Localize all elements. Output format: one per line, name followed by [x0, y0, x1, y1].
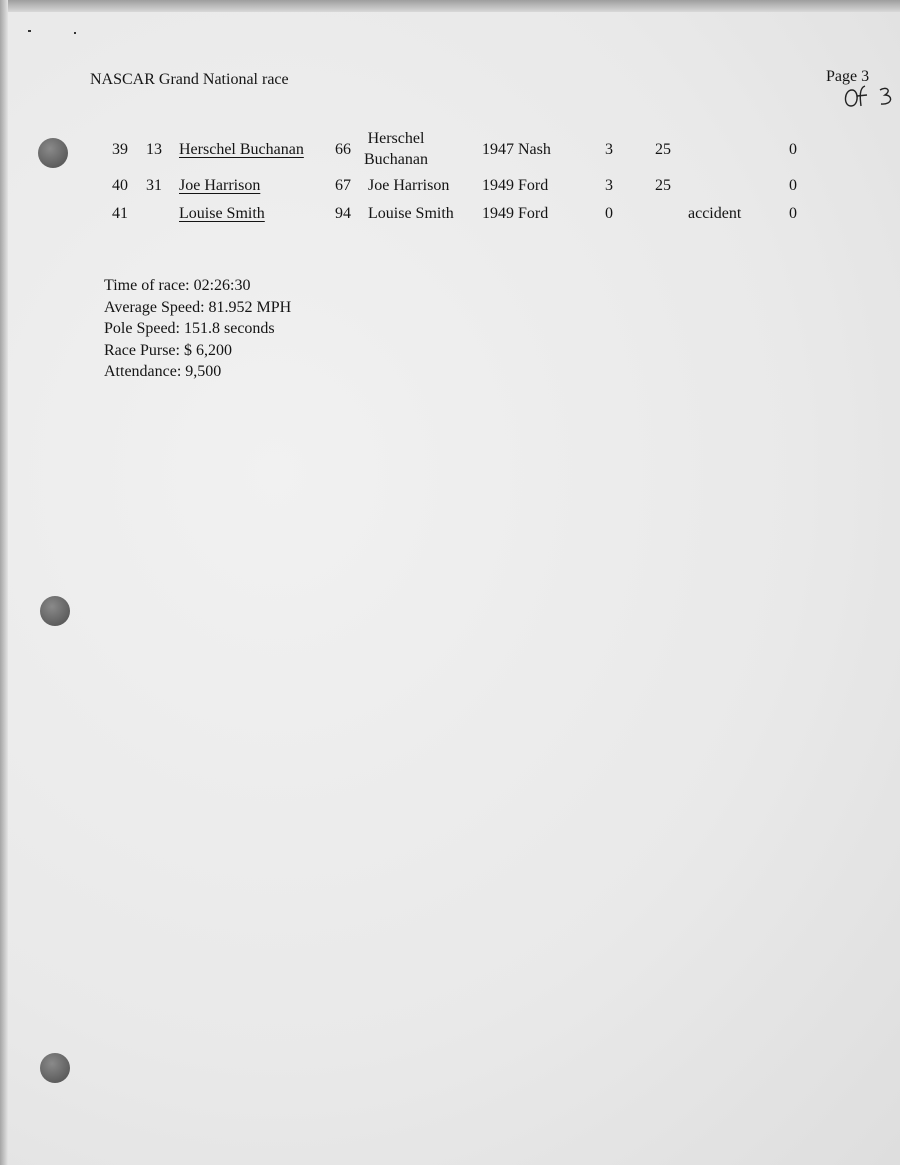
driver-name-link[interactable]: Louise Smith — [179, 205, 265, 222]
car-number: 67 — [335, 177, 351, 194]
scan-edge-top — [0, 0, 900, 12]
time-of-race: Time of race: 02:26:30 — [104, 277, 251, 294]
points: 0 — [789, 141, 797, 158]
race-status: accident — [688, 205, 742, 222]
car-owner: Joe Harrison — [368, 177, 450, 194]
attendance: Attendance: 9,500 — [104, 363, 222, 380]
punch-hole-middle — [40, 596, 70, 626]
handwritten-of-3 — [838, 76, 898, 112]
average-speed: Average Speed: 81.952 MPH — [104, 298, 292, 316]
car-owner: Louise Smith — [368, 205, 454, 222]
points: 0 — [789, 205, 797, 222]
table-row — [0, 177, 900, 207]
points: 0 — [789, 177, 797, 194]
page-number: Page 3 — [826, 68, 870, 85]
car-make: 1949 Ford — [482, 205, 549, 222]
finish-position: 40 — [112, 177, 128, 194]
race-summary — [104, 275, 291, 383]
punch-hole-bottom — [40, 1053, 70, 1083]
laps-completed: 3 — [605, 177, 613, 194]
start-position: 13 — [146, 141, 162, 158]
prize-money: 25 — [655, 177, 671, 194]
prize-money: 25 — [655, 141, 671, 158]
scan-edge-left — [0, 0, 8, 1165]
document-title: NASCAR Grand National race — [90, 71, 289, 88]
pole-speed: Pole Speed: 151.8 seconds — [104, 320, 275, 337]
race-purse: Race Purse: $ 6,200 — [104, 341, 232, 359]
laps-completed: 3 — [605, 141, 613, 158]
scan-speck — [74, 32, 76, 34]
car-owner — [364, 128, 428, 170]
car-owner-line1: Herschel — [367, 130, 425, 147]
car-make: 1949 Ford — [482, 177, 549, 194]
car-owner-line2: Buchanan — [364, 151, 428, 168]
car-make: 1947 Nash — [482, 141, 551, 158]
driver-name-link[interactable]: Joe Harrison — [179, 177, 261, 194]
car-number: 66 — [335, 141, 351, 158]
car-number: 94 — [335, 205, 351, 222]
laps-completed: 0 — [605, 205, 613, 222]
table-row — [0, 205, 900, 235]
scan-speck — [28, 30, 31, 32]
finish-position: 39 — [112, 141, 128, 158]
driver-name-link[interactable]: Herschel Buchanan — [179, 141, 304, 158]
table-row — [0, 128, 900, 168]
finish-position: 41 — [112, 205, 128, 222]
start-position: 31 — [146, 177, 162, 194]
